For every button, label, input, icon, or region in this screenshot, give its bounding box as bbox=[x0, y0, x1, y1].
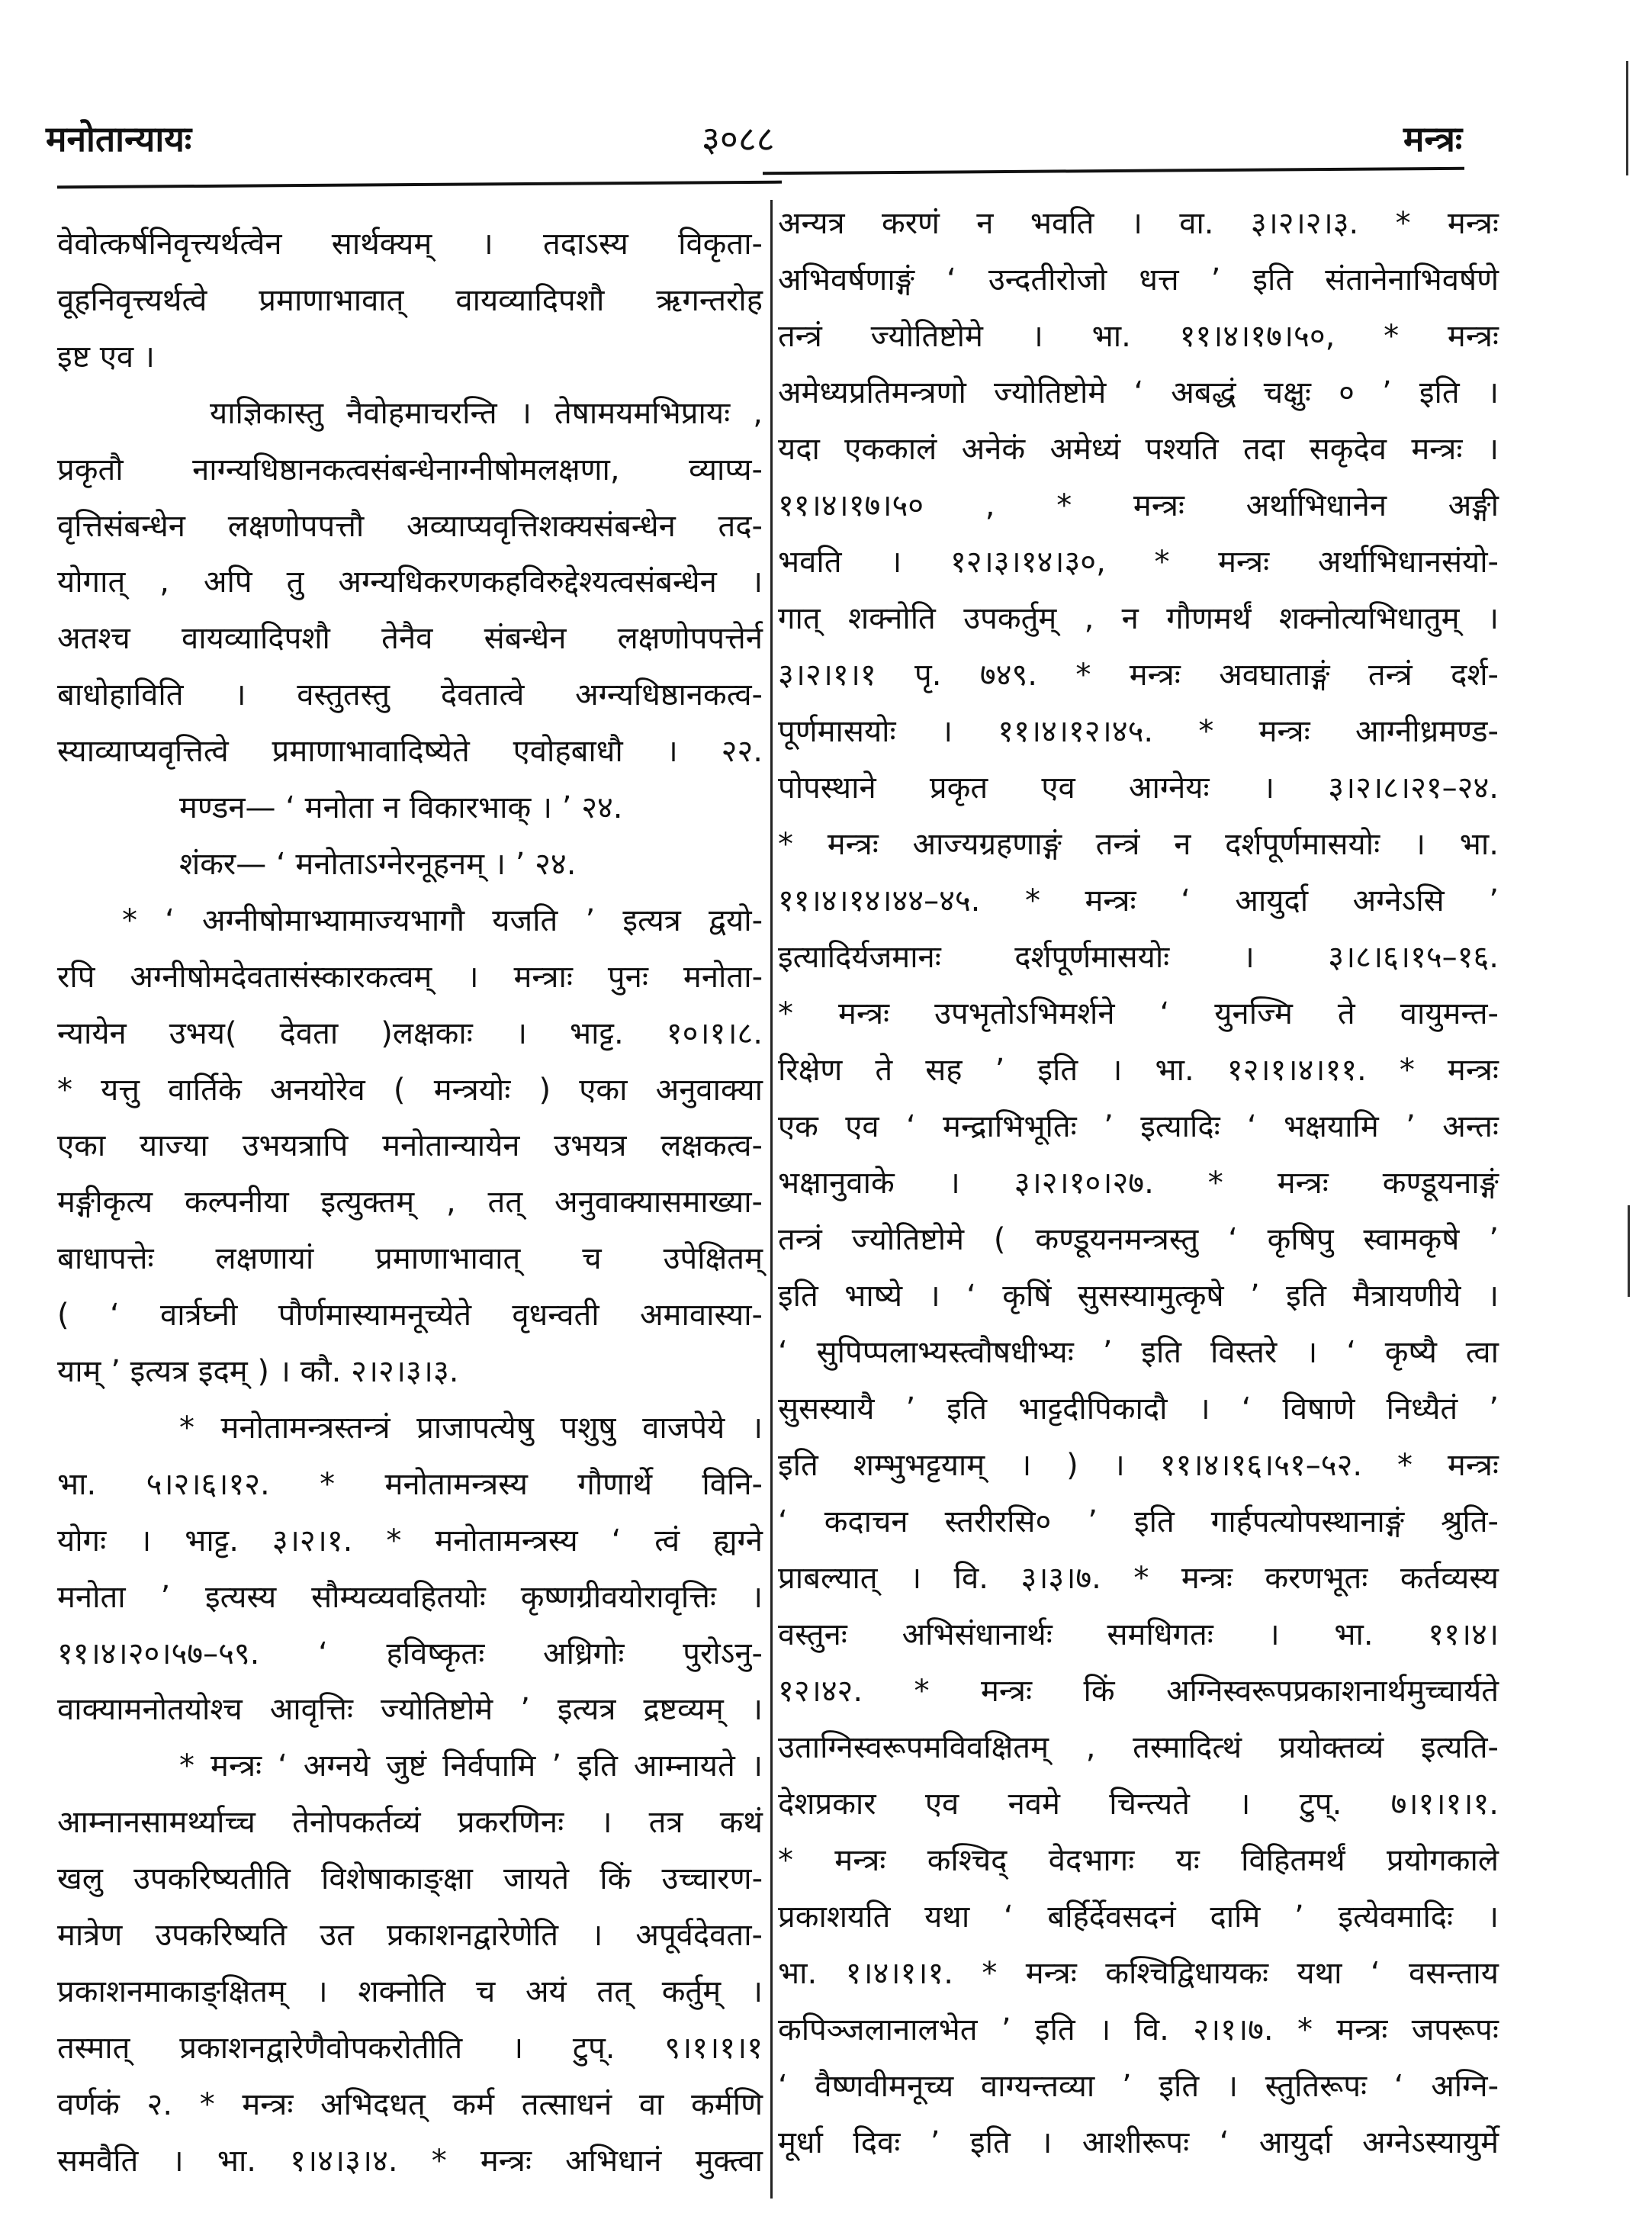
header-rule bbox=[763, 167, 1464, 175]
text-line: वस्तुनः अभिसंधानार्थः समधिगतः । भा. ११।४। bbox=[778, 1617, 1499, 1652]
text-line: अमेध्यप्रतिमन्त्रणो ज्योतिष्टोमे ‘ अबद्धं चक्षुः ० ’ इति । bbox=[778, 375, 1499, 410]
text-line: मात्रेण उपकरिष्यति उत प्रकाशनद्वारेणेति । अपूर्वदेवता- bbox=[57, 1918, 763, 1953]
text-line: * मन्त्रः उपभृतोऽभिमर्शने ‘ युनज्मि ते वायुमन्त- bbox=[778, 996, 1499, 1031]
text-line: इष्ट एव । bbox=[57, 339, 155, 375]
text-line: आम्नानसामर्थ्याच्च तेनोपकर्तव्यं प्रकरणिनः । तत्र कथं bbox=[57, 1805, 763, 1841]
text-line: इति शम्भुभट्टयाम् । ) । ११।४।१६।५१–५२. * मन्त्रः bbox=[778, 1448, 1499, 1483]
text-line: * मन्त्रः आज्यग्रहणाङ्गं तन्त्रं न दर्शपूर्णमासयोः । भा. bbox=[778, 827, 1499, 862]
text-line: ‘ सुपिप्पलाभ्यस्त्वौषधीभ्यः ’ इति विस्तरे । ‘ कृष्यै त्वा bbox=[778, 1335, 1499, 1370]
text-line: वाक्यामनोतयोश्च आवृत्तिः ज्योतिष्टोमे ’ इत्यत्र द्रष्टव्यम् । bbox=[57, 1692, 763, 1728]
text-line: कपिञ्जलानालभेत ’ इति । वि. २।१।७. * मन्त्रः जपरूपः bbox=[778, 2012, 1499, 2047]
text-line: प्राबल्यात् । वि. ३।३।७. * मन्त्रः करणभूतः कर्तव्यस्य bbox=[778, 1561, 1499, 1596]
running-head-right: मन्त्रः bbox=[1403, 118, 1463, 159]
text-line: मनोता ’ इत्यस्य सौम्यव्यवहितयोः कृष्णग्रीवयोरावृत्तिः । bbox=[57, 1579, 763, 1615]
text-line: वूहनिवृत्त्यर्थत्वे प्रमाणाभावात् वायव्यादिपशौ ऋगन्तरोह bbox=[57, 282, 763, 318]
text-line: शंकर— ‘ मनोताऽग्नेरनूहनम् । ’ २४. bbox=[179, 846, 577, 882]
text-line: सुसस्यायै ’ इति भाट्टदीपिकादौ । ‘ विषाणे निध्यैतं ’ bbox=[778, 1391, 1499, 1427]
text-line: वर्णकं २. * मन्त्रः अभिदधत् कर्म तत्साधनं वा कर्मणि bbox=[57, 2086, 763, 2122]
text-line: बाधापत्तेः लक्षणायां प्रमाणाभावात् च उपेक्षितम् bbox=[57, 1241, 763, 1277]
text-line: तन्त्रं ज्योतिष्टोमे । भा. ११।४।१७।५०, * मन्त्रः bbox=[778, 319, 1499, 354]
text-line: समवैति । भा. १।४।३।४. * मन्त्रः अभिधानं मुक्त्वा bbox=[57, 2143, 763, 2179]
text-line: इति भाष्ये । ‘ कृषिं सुसस्यामुत्कृषे ’ इति मैत्रायणीये । bbox=[778, 1279, 1499, 1314]
text-line: योगात् , अपि तु अग्न्यधिकरणकहविरुद्देश्यत्वसंबन्धेन । bbox=[57, 565, 763, 600]
text-line: योगः । भाट्ट. ३।२।१. * मनोतामन्त्रस्य ‘ त्वं ह्यग्ने bbox=[57, 1523, 763, 1558]
text-line: ‘ कदाचन स्तरीरसि० ’ इति गार्हपत्योपस्थानाङ्गं श्रुति- bbox=[778, 1504, 1499, 1539]
column-divider bbox=[770, 200, 773, 2199]
text-line: भक्षानुवाके । ३।२।१०।२७. * मन्त्रः कण्डूयनाङ्गं bbox=[778, 1166, 1499, 1201]
text-line: उताग्निस्वरूपमविवक्षितम् , तस्मादित्थं प्रयोक्तव्यं इत्यति- bbox=[778, 1730, 1499, 1765]
text-line: अभिवर्षणाङ्गं ‘ उन्दतीरोजो धत्त ’ इति संतानेनाभिवर्षणे bbox=[778, 262, 1499, 298]
text-line: वेवोत्कर्षनिवृत्त्यर्थत्वेन सार्थक्यम् । तदाऽस्य विकृता- bbox=[57, 227, 763, 262]
text-line: ११।४।१४।४४–४५. * मन्त्रः ‘ आयुर्दा अग्नेऽसि ’ bbox=[778, 883, 1499, 918]
text-line: न्यायेन उभय( देवता )लक्षकाः । भाट्ट. १०।१।८. bbox=[57, 1015, 763, 1051]
running-head-left: मनोतान्यायः bbox=[46, 118, 192, 159]
text-line: ( ‘ वार्त्रघ्नी पौर्णमास्यामनूच्येते वृधन्वती अमावास्या- bbox=[57, 1298, 763, 1333]
header-rule bbox=[57, 181, 782, 189]
text-line: खलु उपकरिष्यतीति विशेषाकाङ्क्षा जायते किं उच्चारण- bbox=[57, 1861, 763, 1897]
text-line: भवति । १२।३।१४।३०, * मन्त्रः अर्थाभिधानसंयो- bbox=[778, 545, 1499, 580]
text-line: देशप्रकार एव नवमे चिन्त्यते । टुप्. ७।१।१।१. bbox=[778, 1787, 1499, 1822]
text-line: मङ्गीकृत्य कल्पनीया इत्युक्तम् , तत् अनुवाक्यासमाख्या- bbox=[57, 1185, 763, 1221]
text-line: स्याव्याप्यवृत्तित्वे प्रमाणाभावादिष्येते एवोहबाधौ । २२. bbox=[57, 734, 763, 770]
text-line: मूर्धा दिवः ’ इति । आशीरूपः ‘ आयुर्दा अग्नेऽस्यायुर्मे bbox=[778, 2125, 1499, 2160]
text-line: इत्यादिर्यजमानः दर्शपूर्णमासयोः । ३।८।६।१५–१६. bbox=[778, 940, 1499, 975]
text-line: प्रकाशयति यथा ‘ बर्हिर्देवसदनं दामि ’ इत्येवमादिः । bbox=[778, 1899, 1499, 1935]
text-line: पोपस्थाने प्रकृत एव आग्नेयः । ३।२।८।२१–२४. bbox=[778, 770, 1499, 806]
text-line: एक एव ‘ मन्द्राभिभूतिः ’ इत्यादिः ‘ भक्षयामि ’ अन्तः bbox=[778, 1109, 1499, 1144]
scan-mark bbox=[1626, 61, 1628, 175]
text-line: बाधोहाविति । वस्तुतस्तु देवतात्वे अग्न्यधिष्ठानकत्व- bbox=[57, 677, 763, 713]
text-line: वृत्तिसंबन्धेन लक्षणोपपत्तौ अव्याप्यवृत्तिशक्यसंबन्धेन तद- bbox=[57, 508, 763, 544]
text-line: एका याज्या उभयत्रापि मनोतान्यायेन उभयत्र लक्षकत्व- bbox=[57, 1128, 763, 1164]
text-line: १२।४२. * मन्त्रः किं अग्निस्वरूपप्रकाशनार्थमुच्चार्यते bbox=[778, 1674, 1499, 1709]
text-line: ११।४।२०।५७–५९. ‘ हविष्कृतः अध्रिगोः पुरोऽनु- bbox=[57, 1636, 763, 1671]
text-line: रिक्षेण ते सह ’ इति । भा. १२।१।४।११. * मन्त्रः bbox=[778, 1053, 1499, 1088]
text-line: अतश्च वायव्यादिपशौ तेनैव संबन्धेन लक्षणोपपत्तेर्न bbox=[57, 621, 763, 657]
text-line: याज्ञिकास्तु नैवोहमाचरन्ति । तेषामयमभिप्रायः , bbox=[210, 395, 763, 431]
text-line: ३।२।१।१ पृ. ७४९. * मन्त्रः अवघाताङ्गं तन्त्रं दर्श- bbox=[778, 658, 1499, 693]
text-line: यदा एककालं अनेकं अमेध्यं पश्यति तदा सकृदेव मन्त्रः । bbox=[778, 432, 1499, 467]
text-line: प्रकृतौ नाग्न्यधिष्ठानकत्वसंबन्धेनाग्नीषोमलक्षणा, व्याप्य- bbox=[57, 452, 763, 487]
text-line: * मन्त्रः कश्चिद् वेदभागः यः विहितमर्थं प्रयोगकाले bbox=[778, 1843, 1499, 1878]
text-line: प्रकाशनमाकाङ्क्षितम् । शक्नोति च अयं तत् कर्तुम् । bbox=[57, 1973, 763, 2009]
text-line: याम् ’ इत्यत्र इदम् ) । कौ. २।२।३।३. bbox=[57, 1354, 459, 1389]
text-line: * यत्तु वार्तिके अनयोरेव ( मन्त्रयोः ) एका अनुवाक्या bbox=[57, 1072, 763, 1108]
text-line: गात् शक्नोति उपकर्तुम् , न गौणमर्थं शक्नोत्यभिधातुम् । bbox=[778, 601, 1499, 636]
scan-mark bbox=[1628, 1205, 1630, 1297]
text-line: मण्डन— ‘ मनोता न विकारभाक् । ’ २४. bbox=[179, 790, 623, 825]
text-line: भा. १।४।१।१. * मन्त्रः कश्चिद्विधायकः यथा ‘ वसन्ताय bbox=[778, 1956, 1499, 1991]
text-line: तस्मात् प्रकाशनद्वारेणैवोपकरोतीति । टुप्. ९।१।१।१ bbox=[57, 2030, 763, 2066]
text-line: * मन्त्रः ‘ अग्नये जुष्टं निर्वपामि ’ इति आम्नायते । bbox=[179, 1748, 763, 1784]
text-line: ११।४।१७।५० , * मन्त्रः अर्थाभिधानेन अङ्गी bbox=[778, 488, 1499, 523]
text-line: पूर्णमासयोः । ११।४।१२।४५. * मन्त्रः आग्नीध्रमण्ड- bbox=[778, 714, 1499, 749]
text-line: तन्त्रं ज्योतिष्टोमे ( कण्डूयनमन्त्रस्तु ‘ कृषिपु स्वामकृषे ’ bbox=[778, 1222, 1499, 1257]
text-line: * ‘ अग्नीषोमाभ्यामाज्यभागौ यजति ’ इत्यत्र द्वयो- bbox=[122, 902, 763, 938]
page-number: ३०८८ bbox=[702, 118, 775, 159]
text-line: भा. ५।२।६।१२. * मनोतामन्त्रस्य गौणार्थे विनि- bbox=[57, 1466, 763, 1502]
text-line: ‘ वैष्णवीमनूच्य वाग्यन्तव्या ’ इति । स्तुतिरूपः ‘ अग्नि- bbox=[778, 2069, 1499, 2104]
text-line: * मनोतामन्त्रस्तन्त्रं प्राजापत्येषु पशुषु वाजपेये । bbox=[179, 1410, 763, 1446]
text-line: रपि अग्नीषोमदेवतासंस्कारकत्वम् । मन्त्राः पुनः मनोता- bbox=[57, 959, 763, 995]
text-line: अन्यत्र करणं न भवति । वा. ३।२।२।३. * मन्त्रः bbox=[778, 206, 1499, 241]
